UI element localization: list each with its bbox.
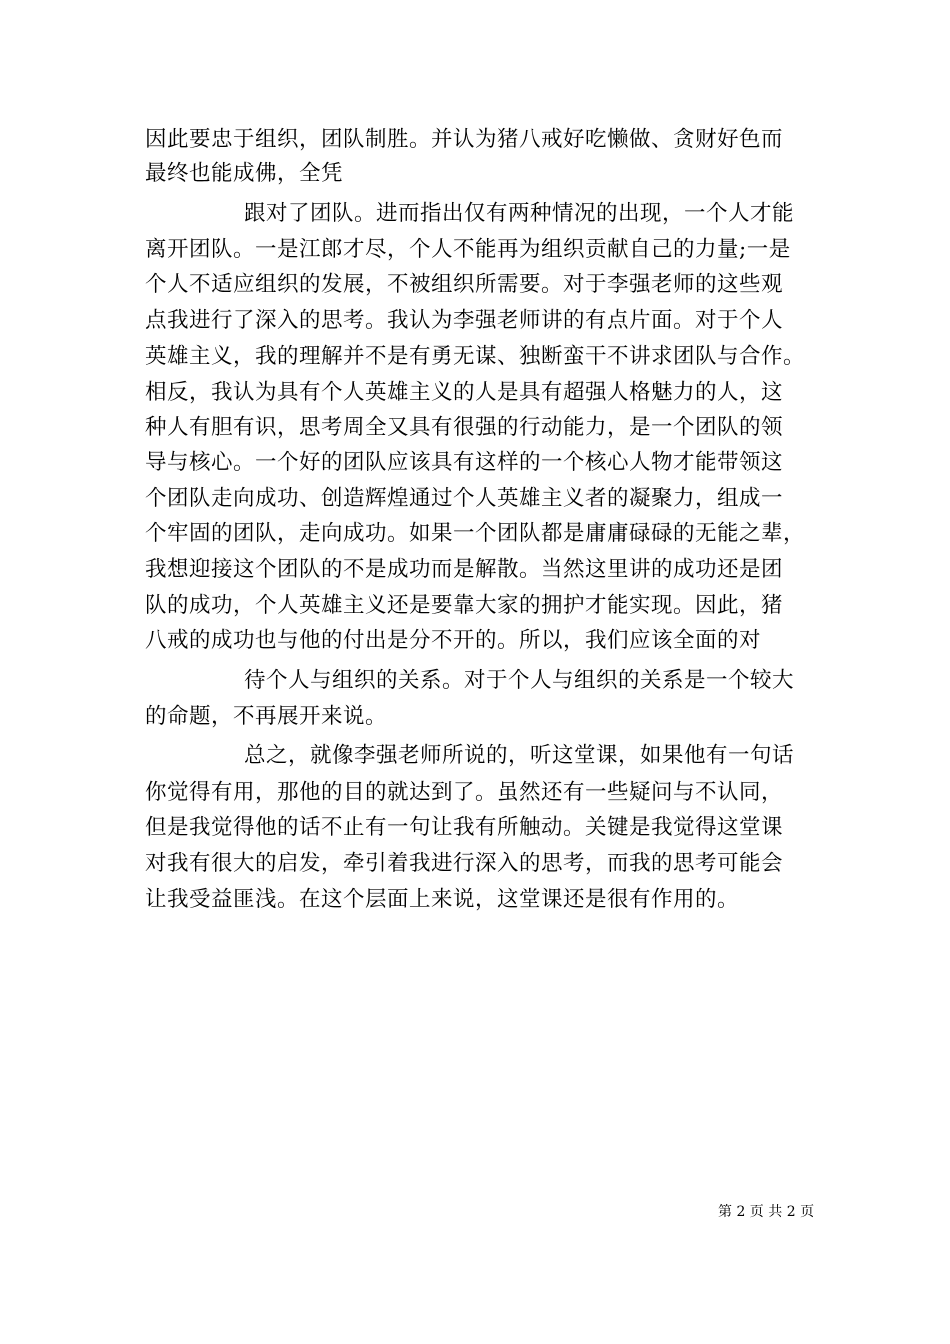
text-line: 但是我觉得他的话不止有一句让我有所触动。关键是我觉得这堂课 <box>145 815 784 840</box>
text-line: 你觉得有用，那他的目的就达到了。虽然还有一些疑问与不认同， <box>145 780 784 805</box>
text-line: 相反，我认为具有个人英雄主义的人是具有超强人格魅力的人，这 <box>145 380 784 405</box>
text-line: 让我受益匪浅。在这个层面上来说，这堂课还是很有作用的。 <box>145 887 740 912</box>
text-line: 个牢固的团队，走向成功。如果一个团队都是庸庸碌碌的无能之辈， <box>145 521 806 546</box>
text-line: 导与核心。一个好的团队应该具有这样的一个核心人物才能带领这 <box>145 450 784 475</box>
text-line: 离开团队。一是江郎才尽，个人不能再为组织贡献自己的力量;一是 <box>145 237 791 262</box>
text-line: 最终也能成佛，全凭 <box>145 161 344 186</box>
text-line: 个团队走向成功、创造辉煌通过个人英雄主义者的凝聚力，组成一 <box>145 486 784 511</box>
text-line: 的命题，不再展开来说。 <box>145 704 388 729</box>
text-line: 个人不适应组织的发展，不被组织所需要。对于李强老师的这些观 <box>145 272 784 297</box>
text-line: 英雄主义，我的理解并不是有勇无谋、独断蛮干不讲求团队与合作。 <box>145 344 806 369</box>
text-line: 我想迎接这个团队的不是成功而是解散。当然这里讲的成功还是团 <box>145 557 784 582</box>
text-line: 八戒的成功也与他的付出是分不开的。所以，我们应该全面的对 <box>145 628 762 653</box>
text-line: 队的成功，个人英雄主义还是要靠大家的拥护才能实现。因此，猪 <box>145 593 784 618</box>
text-line: 因此要忠于组织，团队制胜。并认为猪八戒好吃懒做、贪财好色而 <box>145 127 784 152</box>
text-line: 待个人与组织的关系。对于个人与组织的关系是一个较大 <box>244 668 795 693</box>
text-line: 跟对了团队。进而指出仅有两种情况的出现，一个人才能 <box>244 201 795 226</box>
text-line: 对我有很大的启发，牵引着我进行深入的思考，而我的思考可能会 <box>145 851 784 876</box>
text-line: 总之，就像李强老师所说的，听这堂课，如果他有一句话 <box>244 743 795 768</box>
text-line: 点我进行了深入的思考。我认为李强老师讲的有点片面。对于个人 <box>145 308 784 333</box>
text-line: 种人有胆有识，思考周全又具有很强的行动能力，是一个团队的领 <box>145 415 784 440</box>
page-number: 第 2 页 共 2 页 <box>718 1204 815 1220</box>
